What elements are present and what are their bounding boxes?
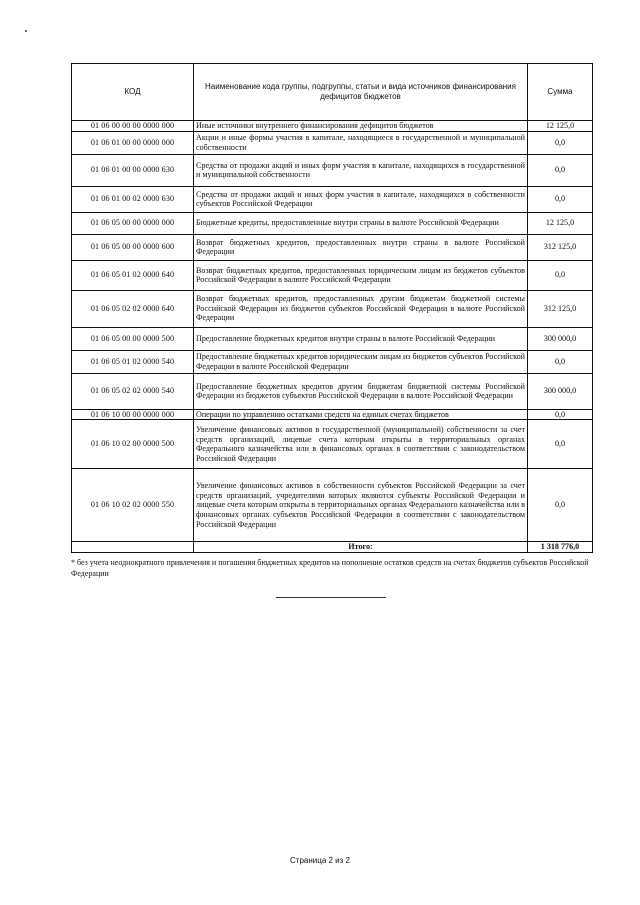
- row-code: 01 06 10 00 00 0000 000: [72, 409, 194, 420]
- table-header-row: [72, 64, 593, 121]
- row-name: Возврат бюджетных кредитов, предоставленных внутри страны в валюте Российской Федерации: [194, 234, 528, 260]
- row-name: Акции и иные формы участия в капитале, находящиеся в государственной и муниципальной собственности: [194, 131, 528, 154]
- row-code: 01 06 10 02 02 0000 550: [72, 469, 194, 542]
- table-row: [72, 212, 593, 234]
- header-name: Наименование кода группы, подгруппы, статьи и вида источников финансирования дефицитов бюджетов: [194, 64, 528, 121]
- row-name: Средства от продажи акций и иных форм участия в капитале, находящихся в собственности субъектов Российской Федерации: [194, 186, 528, 212]
- table-row: [72, 327, 593, 350]
- total-row: [72, 542, 593, 553]
- row-code: 01 06 05 00 00 0000 600: [72, 234, 194, 260]
- row-code: 01 06 10 02 00 0000 500: [72, 420, 194, 469]
- page-number: Страница 2 из 2: [290, 856, 350, 865]
- row-sum: 0,0: [528, 154, 593, 186]
- scan-speck: [25, 30, 27, 32]
- table-row: [72, 373, 593, 409]
- table-row: [72, 154, 593, 186]
- row-name: Увеличение финансовых активов в собственности субъектов Российской Федерации за счет средств организаций, учредителями которых являются субъекты Российской Федерации и лицевые счета которым открыты в территориальных органах Федерального казначейства или в финансовых органах субъектов Российской Федерации в соответствии с законодательством Российской Федерации: [194, 469, 528, 542]
- row-code: 01 06 05 01 02 0000 640: [72, 260, 194, 290]
- table-row: [72, 234, 593, 260]
- row-code: 01 06 01 00 02 0000 630: [72, 186, 194, 212]
- financing-sources-table: [71, 63, 593, 553]
- row-name: Возврат бюджетных кредитов, предоставленных юридическим лицам из бюджетов субъектов Российской Федерации в валюте Российской Федерации: [194, 260, 528, 290]
- row-sum: 0,0: [528, 260, 593, 290]
- row-name: Предоставление бюджетных кредитов юридическим лицам из бюджетов субъектов Российской Федерации в валюте Российской Федерации: [194, 350, 528, 373]
- row-name: Предоставление бюджетных кредитов другим бюджетам бюджетной системы Российской Федерации из бюджетов субъектов Российской Федерации в валюте Российской Федерации: [194, 373, 528, 409]
- table-row: [72, 420, 593, 469]
- row-sum: 0,0: [528, 409, 593, 420]
- row-name: Средства от продажи акций и иных форм участия в капитале, находящихся в государственной и муниципальной собственности: [194, 154, 528, 186]
- row-code: 01 06 05 01 02 0000 540: [72, 350, 194, 373]
- row-name: Иные источники внутреннего финансирования дефицитов бюджетов: [194, 121, 528, 132]
- row-code: 01 06 05 02 02 0000 540: [72, 373, 194, 409]
- header-sum: Сумма: [528, 64, 593, 121]
- row-sum: 0,0: [528, 186, 593, 212]
- row-sum: 12 125,0: [528, 212, 593, 234]
- row-sum: 300 000,0: [528, 327, 593, 350]
- row-name: Увеличение финансовых активов в государственной (муниципальной) собственности за счет средств организаций, лицевые счета которым открыты в территориальных органах Федерального казначейства или в финансовых органах в соответствии с законодательством Российской Федерации: [194, 420, 528, 469]
- row-code: 01 06 01 00 00 0000 630: [72, 154, 194, 186]
- table-row: [72, 350, 593, 373]
- row-code: 01 06 00 00 00 0000 000: [72, 121, 194, 132]
- row-sum: 12 125,0: [528, 121, 593, 132]
- table-row: [72, 409, 593, 420]
- table-row: [72, 121, 593, 132]
- row-sum: 312 125,0: [528, 290, 593, 327]
- row-name: Операции по управлению остатками средств на единых счетах бюджетов: [194, 409, 528, 420]
- table-row: [72, 260, 593, 290]
- total-label: Итого:: [194, 542, 528, 553]
- row-sum: 0,0: [528, 131, 593, 154]
- table-row: [72, 290, 593, 327]
- row-code: 01 06 05 00 00 0000 500: [72, 327, 194, 350]
- row-name: Возврат бюджетных кредитов, предоставленных другим бюджетам бюджетной системы Российской Федерации из бюджетов субъектов Российской Федерации в валюте Российской Федерации: [194, 290, 528, 327]
- row-sum: 0,0: [528, 420, 593, 469]
- row-code: 01 06 05 00 00 0000 000: [72, 212, 194, 234]
- row-sum: 300 000,0: [528, 373, 593, 409]
- row-code: 01 06 01 00 00 0000 000: [72, 131, 194, 154]
- table-row: [72, 186, 593, 212]
- header-code: КОД: [72, 64, 194, 121]
- row-name: Бюджетные кредиты, предоставленные внутри страны в валюте Российской Федерации: [194, 212, 528, 234]
- divider-line: [276, 597, 386, 598]
- row-sum: 312 125,0: [528, 234, 593, 260]
- total-empty-cell: [72, 542, 194, 553]
- table-row: [72, 469, 593, 542]
- footnote: * без учета неоднократного привлечения и погашения бюджетных кредитов на пополнение остатков средств на счетах бюджетов субъектов Российской Федерации: [71, 558, 589, 578]
- row-name: Предоставление бюджетных кредитов внутри страны в валюте Российской Федерации: [194, 327, 528, 350]
- row-sum: 0,0: [528, 350, 593, 373]
- table-row: [72, 131, 593, 154]
- row-sum: 0,0: [528, 469, 593, 542]
- row-code: 01 06 05 02 02 0000 640: [72, 290, 194, 327]
- total-sum: 1 318 776,0: [528, 542, 593, 553]
